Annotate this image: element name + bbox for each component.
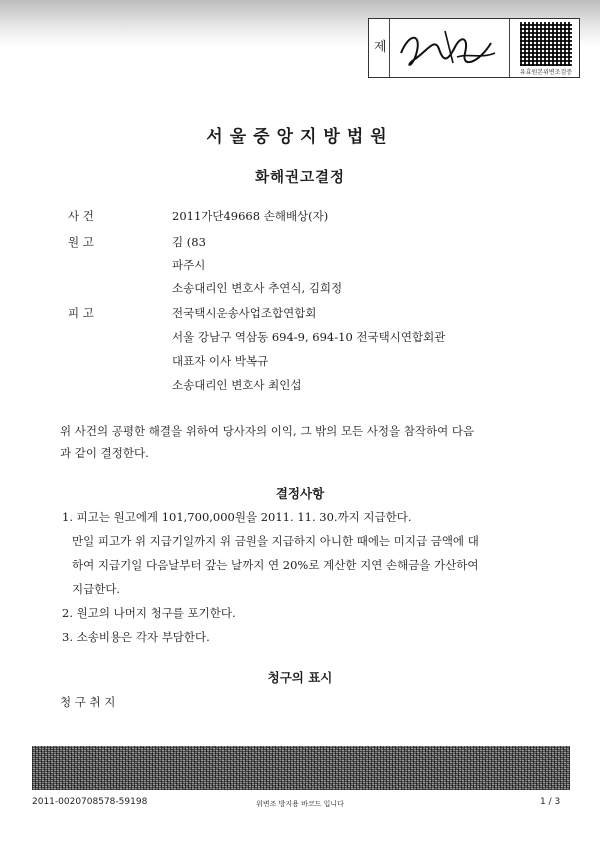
- plaintiff-label: 원 고: [68, 235, 94, 249]
- case-label: 사 건: [68, 209, 94, 223]
- defendant-address: 서울 강남구 역삼동 694-9, 694-10 전국택시연합회관: [172, 330, 446, 344]
- qr-caption: 유효원본위변조검증: [519, 69, 573, 76]
- defendant-attorney: 소송대리인 변호사 최인섭: [172, 378, 302, 392]
- court-name: 서울중앙지방법원: [206, 127, 394, 147]
- claim-sub-label: 청 구 취 지: [60, 695, 116, 709]
- decision-line: 3. 소송비용은 각자 부담한다.: [62, 630, 210, 644]
- decision-line: 2. 원고의 나머지 청구를 포기한다.: [62, 606, 236, 620]
- decision-line: 만일 피고가 위 지급기일까지 위 금원을 지급하지 아니한 때에는 미지급 금액에 대: [72, 534, 479, 548]
- anti-forgery-barcode: [32, 746, 570, 790]
- case-value: 2011가단49668 손해배상(자): [172, 209, 329, 223]
- stamp-label: 제: [374, 40, 387, 55]
- defendant-label: 피 고: [68, 306, 94, 320]
- page-number: 1 / 3: [540, 797, 561, 807]
- document-id: 2011-0020708578-59198: [32, 797, 148, 807]
- intro-line-2: 과 같이 결정한다.: [60, 446, 149, 460]
- decision-line: 1. 피고는 원고에게 101,700,000원을 2011. 11. 30.까지 지급한다.: [62, 510, 412, 524]
- decision-line: 지급한다.: [72, 582, 121, 596]
- plaintiff-attorney: 소송대리인 변호사 추연식, 김희정: [172, 281, 343, 295]
- document-title: 화해권고결정: [254, 169, 346, 186]
- barcode-note: 위변조 방지용 바코드 입니다: [256, 800, 344, 808]
- plaintiff-address: 파주시: [172, 258, 206, 272]
- verification-qr-code: [520, 22, 572, 66]
- decision-title: 결정사항: [275, 486, 325, 501]
- defendant-name: 전국택시운송사업조합연합회: [172, 306, 317, 320]
- decision-line: 하여 지급기일 다음날부터 갚는 날까지 연 20%로 계산한 지연 손해금을 가산하여: [72, 558, 479, 572]
- claim-title: 청구의 표시: [267, 670, 333, 685]
- intro-line-1: 위 사건의 공평한 해결을 위하여 당사자의 이익, 그 밖의 모든 사정을 참작하여 다음: [60, 424, 475, 438]
- defendant-representative: 대표자 이사 박복규: [172, 354, 269, 368]
- plaintiff-name: 김 (83: [172, 235, 206, 249]
- signature-image: [395, 23, 505, 73]
